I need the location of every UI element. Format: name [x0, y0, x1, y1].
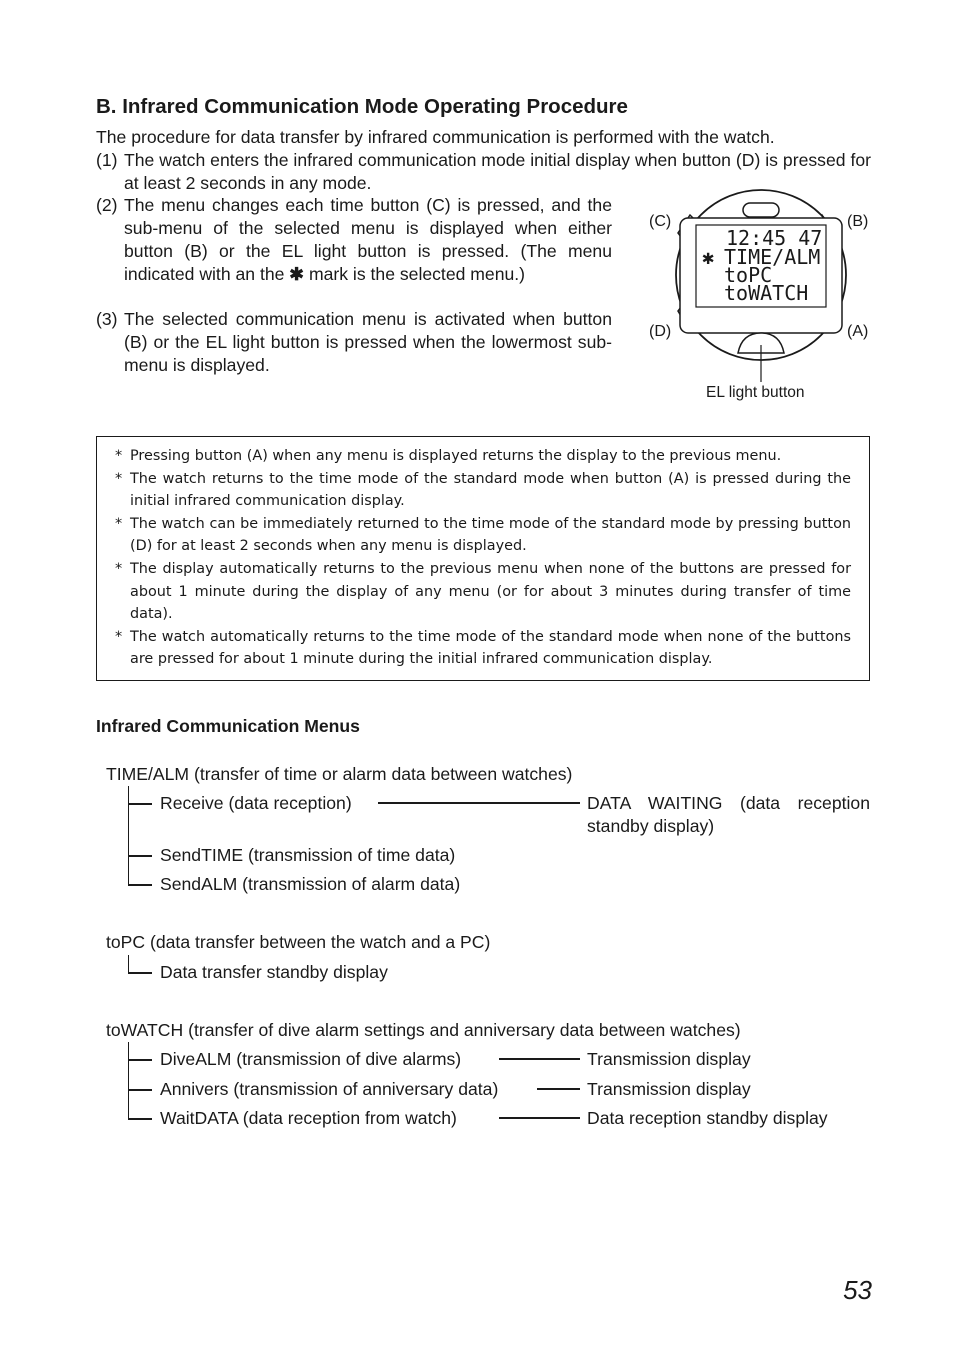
- top-ornament: [743, 203, 779, 217]
- section-heading: B. Infrared Communication Mode Operating Procedure: [96, 95, 628, 118]
- connector-line: [499, 1058, 580, 1060]
- label-button-b: (B): [847, 213, 869, 230]
- menu-time-alm-title: TIME/ALM (transfer of time or alarm data between watches): [106, 764, 573, 784]
- lcd-line-topc: toPC: [724, 263, 773, 287]
- lcd-time: 12:45 47: [726, 226, 823, 250]
- connector-line: [537, 1088, 580, 1090]
- menu-topc-title: toPC (data transfer between the watch and a PC): [106, 932, 491, 952]
- step-number: (3): [96, 309, 118, 329]
- lcd-selector-icon: ✱: [702, 245, 715, 269]
- lcd-line-time-alm: TIME/ALM: [724, 245, 821, 269]
- note-text: The watch can be immediately returned to the time mode of the standard mode by pressing button (D) for at least 2 seconds when any menu is displayed.: [130, 515, 851, 555]
- result-transmission-display: Transmission display: [587, 1049, 751, 1069]
- connector-line: [378, 802, 580, 804]
- note-marker: *: [115, 448, 123, 464]
- note-text: The watch returns to the time mode of the standard mode when button (A) is pressed during the initial infrared communication display.: [130, 470, 851, 510]
- intro-paragraph: The procedure for data transfer by infrared communication is performed with the watch.: [96, 127, 775, 147]
- note-marker: *: [115, 515, 123, 532]
- result-transmission-display: Transmission display: [587, 1079, 751, 1099]
- submenu-divealm: DiveALM (transmission of dive alarms): [160, 1049, 462, 1069]
- step-text: The watch enters the infrared communication mode initial display when button (D) is pressed for at least 2 seconds in any mode.: [124, 150, 871, 193]
- step-number: (1): [96, 150, 118, 170]
- tree-branch: [128, 884, 152, 886]
- notes-box: [96, 436, 870, 681]
- step-text: [96, 194, 612, 286]
- step-number: (2): [96, 195, 118, 215]
- tree-branch: [128, 855, 152, 857]
- note-item: [115, 468, 851, 513]
- result-data-reception-standby: Data reception standby display: [587, 1108, 828, 1128]
- tree-branch: [128, 803, 152, 805]
- tree-line-time-alm: [128, 786, 129, 885]
- submenu-data-transfer-standby: Data transfer standby display: [160, 962, 388, 982]
- el-light-button-label: EL light button: [706, 384, 805, 401]
- note-item: [115, 558, 851, 626]
- result-data-waiting-cont: standby display): [587, 816, 715, 836]
- note-item: [115, 445, 851, 468]
- tree-branch: [128, 1059, 152, 1061]
- submenu-waitdata: WaitDATA (data reception from watch): [160, 1108, 457, 1128]
- tree-branch: [128, 1089, 152, 1091]
- menus-heading: Infrared Communication Menus: [96, 716, 360, 736]
- notes-list: [115, 445, 851, 671]
- step-2: [96, 194, 612, 286]
- step-text-a: The menu changes each time button (C) is pressed, and the sub-menu of the selected menu is displayed when either button (B) or the EL light button is pressed. (The menu indicated with an the: [124, 195, 612, 284]
- lcd-line-towatch: toWATCH: [724, 281, 809, 305]
- note-marker: *: [115, 628, 123, 645]
- result-data-waiting: DATA WAITING (data reception: [587, 793, 870, 813]
- note-text: The watch automatically returns to the time mode of the standard mode when none of the buttons are pressed for about 1 minute during the initial infrared communication display.: [130, 628, 851, 668]
- note-item: [115, 626, 851, 671]
- submenu-receive: Receive (data reception): [160, 793, 352, 813]
- note-marker: *: [115, 470, 123, 487]
- label-button-d: (D): [649, 323, 672, 340]
- note-text: Pressing button (A) when any menu is displayed returns the display to the previous menu.: [130, 448, 782, 464]
- label-button-c: (C): [649, 213, 672, 230]
- note-marker: *: [115, 560, 123, 577]
- asterisk-mark-icon: ✱: [289, 264, 305, 284]
- page-number: 53: [843, 1275, 872, 1305]
- submenu-sendtime: SendTIME (transmission of time data): [160, 845, 456, 865]
- tree-line-towatch: [128, 1042, 129, 1119]
- step-text: The selected communication menu is activated when button (B) or the EL light button is pressed when the lowermost sub-menu is displayed.: [124, 309, 612, 375]
- watch-illustration: [640, 185, 880, 385]
- step-text-b: mark is the selected menu.): [308, 264, 526, 284]
- tree-line-topc: [128, 955, 129, 973]
- label-button-a: (A): [847, 323, 869, 340]
- connector-line: [499, 1117, 580, 1119]
- menu-towatch-title: toWATCH (transfer of dive alarm settings and anniversary data between watches): [106, 1020, 741, 1040]
- submenu-sendalm: SendALM (transmission of alarm data): [160, 874, 461, 894]
- tree-branch: [128, 972, 152, 974]
- submenu-annivers: Annivers (transmission of anniversary data): [160, 1079, 499, 1099]
- note-item: [115, 513, 851, 558]
- note-text: The display automatically returns to the previous menu when none of the buttons are pressed for about 1 minute during the display of any menu (or for about 3 minutes during transfer of time data).: [130, 560, 851, 623]
- tree-branch: [128, 1118, 152, 1120]
- step-3: [96, 308, 612, 377]
